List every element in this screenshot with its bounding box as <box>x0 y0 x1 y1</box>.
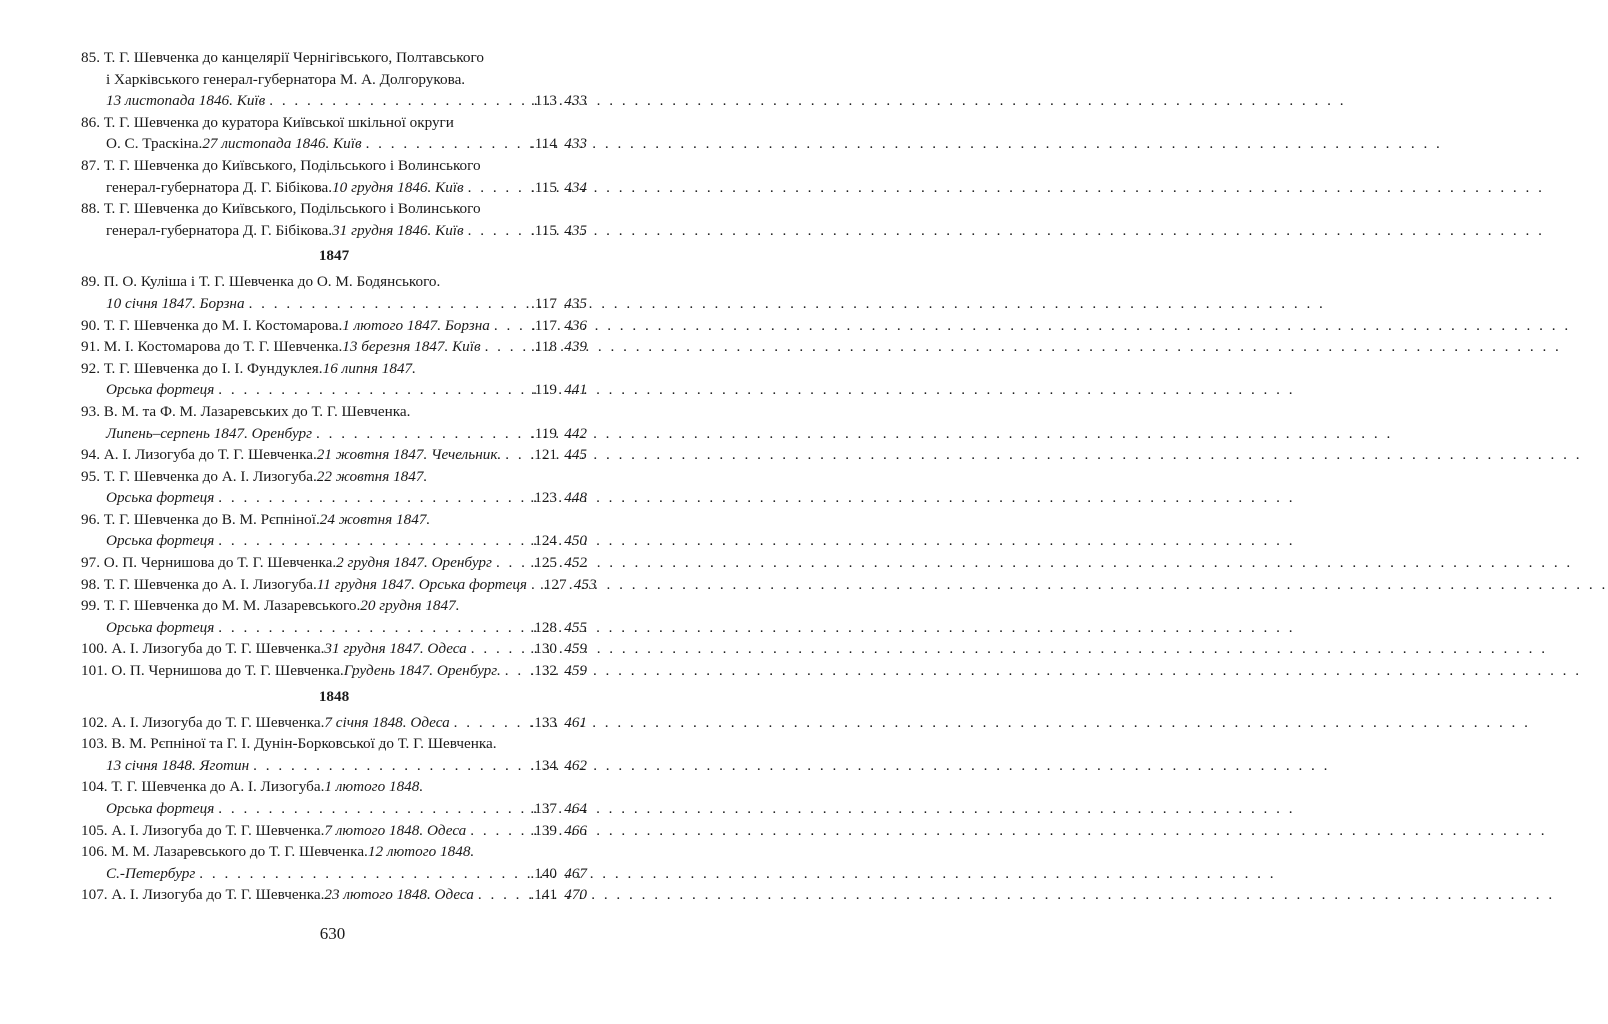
entry-date-place: 10 грудня 1846. Київ <box>332 178 464 196</box>
entry-title: О. С. Траскіна. <box>106 135 203 153</box>
page-ref-commentary: 459 <box>564 662 587 680</box>
page-ref-text: .119 <box>530 381 557 399</box>
entry-date-place: Орська фортеця <box>106 800 215 817</box>
entry-title: 97. О. П. Чернишова до Т. Г. Шевченка. <box>81 554 337 572</box>
page-ref-text: .123 <box>530 489 557 507</box>
toc-entry-line <box>81 466 587 488</box>
entry-date-place: 11 грудня 1847. Орська фортеця <box>316 575 527 593</box>
page-refs <box>530 487 587 509</box>
page-refs <box>531 379 587 401</box>
toc-entry <box>81 444 587 466</box>
page-refs <box>530 638 587 660</box>
dot-leader <box>269 90 528 112</box>
entry-title: 100. А. І. Лизогуба до Т. Г. Шевченка. <box>81 640 325 658</box>
page-refs <box>530 884 587 906</box>
toc-entry-line <box>81 595 587 617</box>
toc-entry <box>81 112 587 155</box>
toc-entry <box>81 712 587 734</box>
dot-leader <box>494 315 528 337</box>
toc-entry-line <box>81 617 587 639</box>
dot-leader <box>366 133 528 155</box>
page-ref-commentary: 450 <box>564 532 587 550</box>
entry-title: 92. Т. Г. Шевченка до І. І. Фундуклея. <box>81 359 323 377</box>
entry-date-place: Орська фортеця <box>106 489 215 507</box>
section-year-heading: 1847 <box>318 247 350 265</box>
toc-entry-line <box>81 293 587 315</box>
entry-title: генерал-губернатора Д. Г. Бібікова. <box>106 178 333 196</box>
toc-entry-line <box>81 90 587 112</box>
page-ref-text: .114 <box>530 135 557 153</box>
dot-leader <box>471 638 528 660</box>
dot-leader <box>468 220 528 242</box>
page-ref-commentary: 459 <box>564 640 587 658</box>
page-ref-text: .125 <box>530 554 557 572</box>
entry-date-place: 31 грудня 1846. Київ <box>332 221 464 239</box>
entry-title: 106. М. М. Лазаревського до Т. Г. Шевченка. <box>81 843 368 861</box>
toc-entry-line <box>81 271 587 293</box>
toc-entry <box>81 574 597 596</box>
entry-title: і Харківського генерал-губернатора М. А. Долгорукова. <box>106 70 466 88</box>
dot-leader <box>316 423 528 445</box>
page-ref-text: .141 <box>530 886 557 904</box>
toc-entry-line <box>81 884 587 906</box>
entry-date-place: 27 листопада 1846. Київ <box>202 135 362 153</box>
toc-entry-line <box>81 776 587 798</box>
page-ref-commentary: 466 <box>564 821 587 839</box>
page-refs <box>530 798 587 820</box>
toc-entry-line <box>81 112 587 134</box>
page-number: 630 <box>319 924 346 943</box>
toc-entry-line <box>81 733 587 755</box>
page-ref-text: .137 <box>530 800 557 817</box>
page-ref-text: .132 <box>530 662 557 680</box>
toc-entry-line <box>81 798 587 820</box>
page-ref-commentary: 435 <box>564 294 587 312</box>
dot-leader <box>505 660 528 682</box>
entry-date-place: 1 лютого 1847. Борзна <box>342 316 490 334</box>
toc-entry <box>81 47 587 112</box>
page-ref-commentary: 452 <box>564 554 587 572</box>
dot-leader <box>505 444 527 466</box>
dot-leader <box>218 617 527 639</box>
dot-leader <box>531 574 537 596</box>
entry-date-place: 24 жовтня 1847. <box>319 510 431 528</box>
page-ref-commentary: 462 <box>564 756 587 774</box>
toc-entry <box>81 509 587 552</box>
page-ref-text: .130 <box>530 640 557 658</box>
page-ref-commentary: 448 <box>564 489 587 507</box>
entry-title: 104. Т. Г. Шевченка до А. І. Лизогуба. <box>81 778 325 796</box>
dot-leader <box>253 755 527 777</box>
entry-title: 103. В. М. Рєпніної та Г. І. Дунін-Борковської до Т. Г. Шевченка. <box>81 735 497 753</box>
page-ref-commentary: 467 <box>564 864 587 882</box>
page-ref-commentary: 433 <box>564 92 587 110</box>
page-refs <box>531 315 587 337</box>
toc-entry <box>81 271 587 314</box>
page-ref-text: .117 <box>530 316 557 334</box>
page-ref-text: .134 <box>530 756 557 774</box>
toc-entry <box>81 358 587 401</box>
toc-entry-line <box>81 155 587 177</box>
entry-title: 99. Т. Г. Шевченка до М. М. Лазаревського. <box>81 597 361 615</box>
toc-entry-line <box>81 660 587 682</box>
page-ref-text: .113 <box>530 92 557 110</box>
dot-leader <box>496 552 527 574</box>
toc-entry-line <box>81 863 587 885</box>
entry-title: 102. А. І. Лизогуба до Т. Г. Шевченка. <box>81 713 325 731</box>
entry-title: 95. Т. Г. Шевченка до А. І. Лизогуба. <box>81 467 317 485</box>
page-refs <box>530 755 587 777</box>
page-ref-text: .118 <box>530 338 557 356</box>
toc-entry-line <box>81 487 587 509</box>
entry-date-place: 21 жовтня 1847. Чечельник. <box>316 446 502 464</box>
page-ref-text: .115 <box>530 221 557 239</box>
page-refs <box>531 293 587 315</box>
entry-title: 98. Т. Г. Шевченка до А. І. Лизогуба. <box>81 575 317 593</box>
page-refs <box>530 660 587 682</box>
toc-entry <box>81 638 587 660</box>
page-ref-text: .128 <box>530 618 557 636</box>
toc-entry-line <box>81 574 597 596</box>
page-ref-commentary: 453 <box>573 575 597 593</box>
entry-date-place: 22 жовтня 1847. <box>316 467 428 485</box>
page-refs <box>530 820 587 842</box>
page-ref-commentary: 441 <box>564 381 587 399</box>
entry-title: 93. В. М. та Ф. М. Лазаревських до Т. Г. Шевченка. <box>81 402 411 420</box>
toc-entry-line <box>81 401 587 423</box>
dot-leader <box>199 863 527 885</box>
toc-entry-line <box>81 638 587 660</box>
page-refs <box>531 220 587 242</box>
entry-date-place: 31 грудня 1847. Одеса <box>324 640 467 658</box>
entry-title: 86. Т. Г. Шевченка до куратора Київської шкільної округи <box>81 113 454 131</box>
toc-entry-line <box>81 444 587 466</box>
toc-entry-line <box>81 552 587 574</box>
dot-leader <box>485 336 528 358</box>
toc-entry-line <box>81 712 587 734</box>
toc-entry-line <box>81 133 587 155</box>
page-refs <box>530 863 587 885</box>
toc-entry-line <box>81 358 587 380</box>
toc-entry-line <box>81 315 587 337</box>
entry-date-place: 23 лютого 1848. Одеса <box>324 886 474 904</box>
entry-date-place: С.-Петербург <box>106 864 196 882</box>
entry-title: 88. Т. Г. Шевченка до Київського, Подільського і Волинського <box>81 200 481 218</box>
entry-date-place: 7 січня 1848. Одеса <box>324 713 450 731</box>
toc-entry <box>81 315 587 337</box>
entry-title: 91. М. І. Костомарова до Т. Г. Шевченка. <box>81 338 343 356</box>
toc-entry-line <box>81 841 587 863</box>
toc-entry-line <box>81 755 587 777</box>
entry-title: 87. Т. Г. Шевченка до Київського, Подільського і Волинського <box>81 156 481 174</box>
page-ref-text: .133 <box>530 713 557 731</box>
page-refs <box>531 90 587 112</box>
page-ref-text: .121 <box>530 446 557 464</box>
toc-entry <box>81 660 587 682</box>
dot-leader <box>468 177 528 199</box>
toc-entry <box>81 198 587 241</box>
toc-entry-line <box>81 177 587 199</box>
page-ref-commentary: 433 <box>564 135 587 153</box>
dot-leader <box>249 293 528 315</box>
dot-leader <box>218 798 527 820</box>
toc-entry-line <box>81 509 587 531</box>
entry-date-place: Грудень 1847. Оренбург. <box>343 662 501 680</box>
page-refs <box>531 423 587 445</box>
page-ref-commentary: 442 <box>564 424 587 442</box>
page-refs <box>531 133 587 155</box>
page-ref-commentary: 461 <box>564 713 587 731</box>
page-refs <box>531 177 587 199</box>
toc-entry-line <box>81 530 587 552</box>
entry-date-place: 16 липня 1847. <box>322 359 416 377</box>
entry-date-place: 13 березня 1847. Київ <box>342 338 481 356</box>
page-ref-text: .119 <box>530 424 557 442</box>
page-ref-text: .115 <box>530 178 557 196</box>
dot-leader <box>478 884 528 906</box>
toc-entry-line <box>81 820 587 842</box>
page-refs <box>530 444 587 466</box>
entry-title: 90. Т. Г. Шевченка до М. І. Костомарова. <box>81 316 343 334</box>
dot-leader <box>454 712 528 734</box>
dot-leader <box>218 530 527 552</box>
toc-entry-line <box>81 220 587 242</box>
page-refs <box>530 617 587 639</box>
page-ref-commentary: 436 <box>564 316 587 334</box>
entry-title: 96. Т. Г. Шевченка до В. М. Рєпніної. <box>81 510 320 528</box>
page-ref-text: .117 <box>530 294 557 312</box>
entry-date-place: Орська фортеця <box>106 532 215 550</box>
toc-entry <box>81 466 587 509</box>
toc-entry <box>81 336 587 358</box>
toc-entry <box>81 841 587 884</box>
page-ref-commentary: 455 <box>564 618 587 636</box>
toc-entry <box>81 552 587 574</box>
entry-title: 101. О. П. Чернишова до Т. Г. Шевченка. <box>81 662 344 680</box>
toc-entry-line <box>81 198 587 220</box>
toc-entry-line <box>81 423 587 445</box>
page-ref-commentary: 470 <box>564 886 587 904</box>
toc-entry <box>81 820 587 842</box>
page-refs <box>530 552 587 574</box>
entry-date-place: 10 січня 1847. Борзна <box>106 294 245 312</box>
page-ref-commentary: 435 <box>564 221 587 239</box>
entry-date-place: Липень–серпень 1847. Оренбург <box>106 424 313 442</box>
toc-entry-line <box>81 69 587 91</box>
page-ref-commentary: 439 <box>564 338 587 356</box>
entry-date-place: 13 січня 1848. Яготин <box>106 756 250 774</box>
entry-title: 85. Т. Г. Шевченка до канцелярії Чернігівського, Полтавського <box>81 49 484 66</box>
table-of-contents <box>81 47 597 906</box>
entry-date-place: 7 лютого 1848. Одеса <box>324 821 467 839</box>
toc-entry-line <box>81 336 587 358</box>
page-ref-text: .124 <box>530 532 557 550</box>
page-ref-commentary: 445 <box>564 446 587 464</box>
dot-leader <box>218 487 527 509</box>
dot-leader <box>218 379 528 401</box>
toc-entry <box>81 595 587 638</box>
page-refs <box>540 574 597 596</box>
toc-entry <box>81 884 587 906</box>
entry-date-place: 13 листопада 1846. Київ <box>106 92 266 110</box>
entry-title: 89. П. О. Куліша і Т. Г. Шевченка до О. М. Бодянського. <box>81 273 441 291</box>
entry-title: 107. А. І. Лизогуба до Т. Г. Шевченка. <box>81 886 325 904</box>
toc-entry <box>81 733 587 776</box>
entry-date-place: 2 грудня 1847. Оренбург <box>336 554 492 572</box>
entry-date-place: Орська фортеця <box>106 381 215 399</box>
entry-date-place: 12 лютого 1848. <box>367 843 475 861</box>
toc-entry-line <box>81 379 587 401</box>
page-ref-text: .127 <box>539 575 567 593</box>
page-refs <box>530 712 587 734</box>
entry-date-place: 20 грудня 1847. <box>360 597 460 615</box>
entry-title: 105. А. І. Лизогуба до Т. Г. Шевченка. <box>81 821 325 839</box>
section-year-heading: 1848 <box>318 687 350 705</box>
page-ref-commentary: 434 <box>564 178 587 196</box>
page-ref-text: .140 <box>530 864 557 882</box>
toc-entry-line <box>81 47 587 69</box>
toc-entry <box>81 155 587 198</box>
toc-entry <box>81 401 587 444</box>
page-ref-text: .139 <box>530 821 557 839</box>
entry-title: 94. А. І. Лизогуба до Т. Г. Шевченка. <box>81 446 317 464</box>
page-refs <box>531 336 587 358</box>
dot-leader <box>470 820 527 842</box>
entry-title: генерал-губернатора Д. Г. Бібікова. <box>106 221 333 239</box>
page-ref-commentary: 464 <box>564 800 587 817</box>
toc-entry <box>81 776 587 819</box>
page-refs <box>530 530 587 552</box>
entry-date-place: 1 лютого 1848. <box>324 778 424 796</box>
entry-date-place: Орська фортеця <box>106 618 215 636</box>
